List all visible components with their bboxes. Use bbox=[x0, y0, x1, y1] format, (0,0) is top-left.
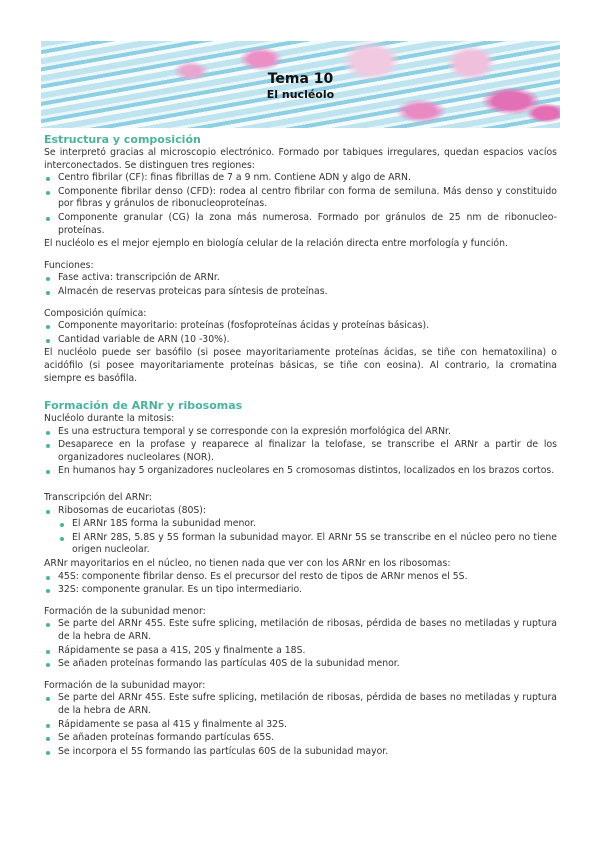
list-item: Se añaden proteínas formando las partículas 40S de la subunidad menor. bbox=[44, 658, 557, 671]
list-item: Se parte del ARNr 45S. Este sufre splicing, metilación de ribosas, pérdida de bases no metiladas y ruptura de la hebra de ARN. bbox=[44, 692, 557, 717]
list-item: Ribosomas de eucariotas (80S): bbox=[44, 505, 557, 518]
list-item: Cantidad variable de ARN (10 -30%). bbox=[44, 334, 557, 347]
header-banner-image bbox=[41, 41, 560, 128]
banner-title-block bbox=[41, 71, 560, 102]
paragraph: Nucléolo durante la mitosis: bbox=[44, 413, 175, 425]
bullet-list bbox=[44, 692, 557, 758]
list-item: 45S: componente fibrilar denso. Es el precursor del resto de tipos de ARNr menos el 5S. bbox=[44, 571, 557, 584]
paragraph: Formación de la subunidad mayor: bbox=[44, 679, 206, 691]
bullet-list bbox=[44, 272, 557, 298]
list-item: Es una estructura temporal y se corresponde con la expresión morfológica del ARNr. bbox=[44, 426, 557, 439]
list-item: Componente mayoritario: proteínas (fosfoproteínas ácidas y proteínas básicas). bbox=[44, 320, 557, 333]
paragraph: El nucléolo es el mejor ejemplo en biología celular de la relación directa entre morfología y función. bbox=[44, 238, 508, 250]
bullet-list bbox=[44, 172, 557, 237]
paragraph: Formación de la subunidad menor: bbox=[44, 605, 206, 617]
paragraph: Funciones: bbox=[44, 259, 94, 271]
paragraph: ARNr mayoritarios en el núcleo, no tienen nada que ver con los ARNr en los ribosomas: bbox=[44, 558, 451, 570]
list-item: Se parte del ARNr 45S. Este sufre splicing, metilación de ribosas, pérdida de bases no metiladas y ruptura de la hebra de ARN. bbox=[44, 618, 557, 643]
list-item: Desaparece en la profase y reaparece al finalizar la telofase, se transcribe el ARNr a partir de los organizadores nucleolares (NOR). bbox=[44, 439, 557, 464]
list-item: Componente granular (CG) la zona más numerosa. Formado por gránulos de 25 nm de ribonucleo-proteínas. bbox=[44, 212, 557, 237]
paragraph: Transcripción del ARNr: bbox=[44, 492, 152, 504]
list-item: Rápidamente se pasa a 41S, 20S y finalmente a 18S. bbox=[44, 645, 557, 658]
list-item: Fase activa: transcripción de ARNr. bbox=[44, 272, 557, 285]
list-item: Componente fibrilar denso (CFD): rodea al centro fibrilar con forma de semiluna. Más denso y constituido por fibras y gránulos de ribonucleoproteínas. bbox=[44, 186, 557, 211]
topic-title: El nucléolo bbox=[266, 88, 335, 101]
bullet-list bbox=[44, 571, 557, 597]
list-item: Rápidamente se pasa al 41S y finalmente al 32S. bbox=[44, 719, 557, 732]
list-item: El ARNr 18S forma la subunidad menor. bbox=[44, 518, 557, 531]
list-item: El ARNr 28S, 5.8S y 5S forman la subunidad mayor. El ARNr 5S se transcribe en el núcleo pero no tiene origen nucleolar. bbox=[44, 532, 557, 557]
bullet-list bbox=[44, 320, 557, 346]
section-heading: Estructura y composición bbox=[44, 133, 201, 146]
bullet-list bbox=[44, 426, 557, 478]
paragraph: El nucléolo puede ser basófilo (si posee mayoritariamente proteínas ácidas, se tiñe con hematoxilina) o acidófilo (si posee mayoritariamente proteínas básicas, se tiñe con eosina). Al contrario, la cromatina siempre es basófila. bbox=[44, 347, 557, 384]
list-item: Centro fibrilar (CF): finas fibrillas de 7 a 9 nm. Contiene ADN y algo de ARN. bbox=[44, 172, 557, 185]
topic-number: Tema 10 bbox=[267, 71, 334, 87]
list-item: Se incorpora el 5S formando las partículas 60S de la subunidad mayor. bbox=[44, 746, 557, 759]
paragraph: Se interpretó gracias al microscopio electrónico. Formado por tabiques irregulares, quedan espacios vacíos interconectados. Se distinguen tres regiones: bbox=[44, 147, 557, 171]
list-item: En humanos hay 5 organizadores nucleolares en 5 cromosomas distintos, localizados en los brazos cortos. bbox=[44, 465, 557, 478]
bullet-list bbox=[44, 618, 557, 670]
section-heading: Formación de ARNr y ribosomas bbox=[44, 399, 243, 413]
bullet-list bbox=[44, 505, 557, 518]
paragraph: Composición química: bbox=[44, 307, 147, 319]
list-item: Almacén de reservas proteicas para síntesis de proteínas. bbox=[44, 286, 557, 299]
document-body bbox=[44, 133, 557, 759]
list-item: Se añaden proteínas formando partículas 65S. bbox=[44, 732, 557, 745]
section-1 bbox=[44, 133, 557, 385]
section-2 bbox=[44, 399, 557, 758]
list-item: 32S: componente granular. Es un tipo intermediario. bbox=[44, 584, 557, 597]
nested-bullet-list bbox=[44, 518, 557, 557]
